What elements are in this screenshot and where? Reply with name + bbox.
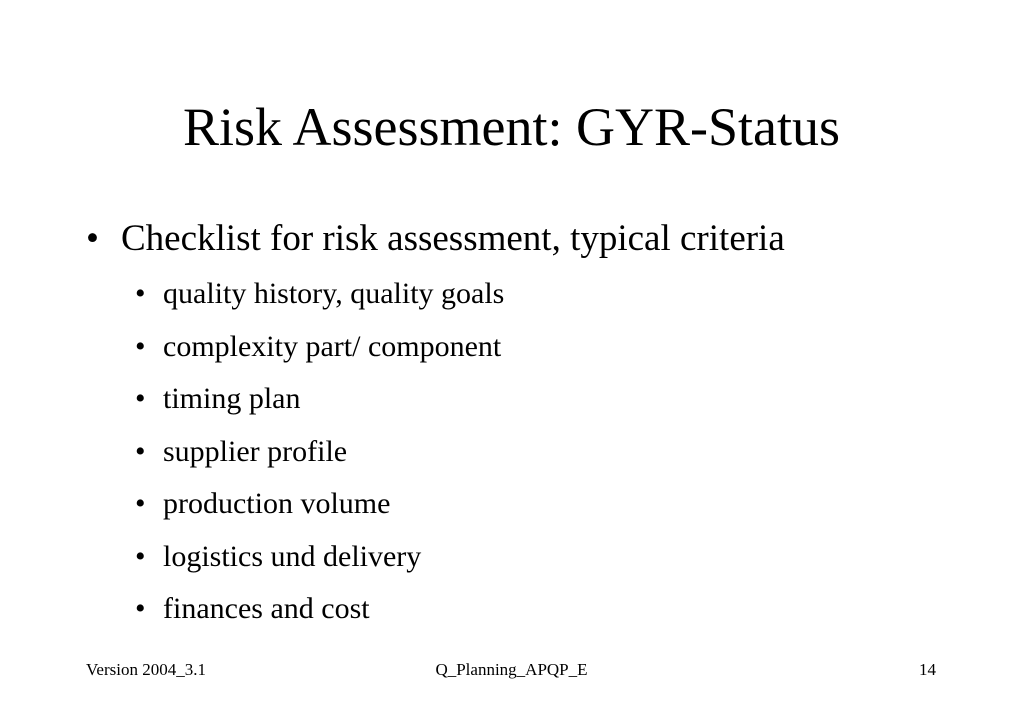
sub-bullet-text: finances and cost — [163, 592, 370, 625]
footer-document-name: Q_Planning_APQP_E — [435, 660, 588, 679]
sub-bullet-text: timing plan — [163, 382, 301, 415]
bullet-marker: • — [135, 539, 146, 573]
bullet-marker: • — [135, 487, 146, 520]
sub-bullet-text: quality history, quality goals — [163, 277, 505, 310]
sub-bullet-item — [135, 430, 504, 483]
sub-bullet-item — [135, 377, 504, 430]
sub-bullet-text: complexity part/ component — [163, 329, 502, 363]
bullet-marker: • — [135, 277, 146, 310]
main-bullet-text: Checklist for risk assessment, typical criteria — [121, 218, 785, 259]
bullet-marker: • — [135, 434, 146, 468]
bullet-marker: • — [135, 329, 146, 363]
slide-title: Risk Assessment: GYR-Status — [182, 97, 841, 157]
sub-bullet-text: production volume — [163, 487, 391, 520]
sub-bullet-list — [135, 272, 504, 640]
sub-bullet-item — [135, 272, 504, 325]
footer-version: Version 2004_3.1 — [86, 660, 206, 679]
sub-bullet-item — [135, 587, 504, 640]
sub-bullet-item — [135, 325, 504, 378]
sub-bullet-text: logistics und delivery — [163, 539, 422, 573]
main-bullet — [86, 216, 785, 262]
sub-bullet-text: supplier profile — [163, 434, 348, 468]
sub-bullet-item — [135, 482, 504, 535]
bullet-marker: • — [135, 382, 146, 415]
bullet-marker: • — [86, 218, 99, 259]
bullet-marker: • — [135, 592, 146, 625]
footer-page-number: 14 — [919, 660, 936, 679]
sub-bullet-item — [135, 535, 504, 588]
